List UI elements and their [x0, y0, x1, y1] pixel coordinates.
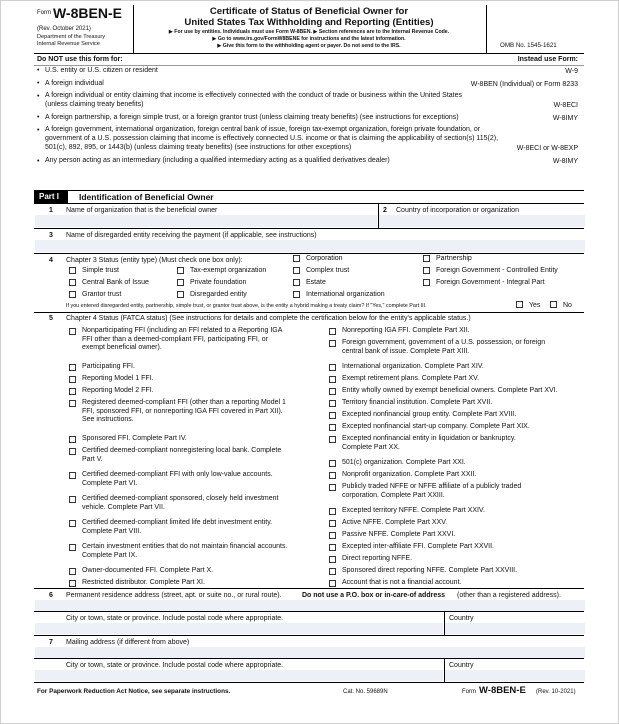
city-label-2: City or town, state or province. Include postal code where appropriate.: [66, 662, 284, 669]
exclusion-1-form: W-9: [565, 68, 578, 75]
ch3-private-foundation: Private foundation: [190, 279, 247, 286]
ch3-corporation: Corporation: [306, 255, 343, 262]
exclusion-5-text-3: 501(c), 892, 895, or 1443(b) (unless claiming treaty benefits) (see instructions for other exceptions): [45, 144, 352, 151]
central-bank-checkbox[interactable]: [69, 279, 76, 286]
fatca-left-label-1-line-2: FFI other than a deemed-compliant FFI, participating FFI, or: [82, 335, 268, 343]
residence-city-field[interactable]: [35, 623, 443, 634]
fatca-right-checkbox-4[interactable]: [329, 376, 336, 383]
fatca-left-label-4: Reporting Model 2 FFI.: [82, 387, 154, 394]
fatca-right-checkbox-13[interactable]: [329, 508, 336, 515]
fatca-left-label-9: Certified deemed-compliant sponsored, closely held investment: [82, 495, 279, 502]
hybrid-yes-label: Yes: [529, 302, 541, 309]
mailing-country-field[interactable]: [445, 670, 585, 681]
ch3-partnership: Partnership: [436, 255, 472, 262]
fatca-right-checkbox-3[interactable]: [329, 364, 336, 371]
fatca-right-checkbox-7[interactable]: [329, 412, 336, 419]
fatca-left-label-2: Participating FFI.: [82, 363, 135, 370]
fatca-right-checkbox-8[interactable]: [329, 424, 336, 431]
complex-trust-checkbox[interactable]: [293, 267, 300, 274]
fatca-left-checkbox-4[interactable]: [69, 388, 76, 395]
fatca-left-label-7-line-2: Part V.: [82, 455, 103, 463]
exclusion-3-form: W-8ECI: [553, 102, 578, 109]
instruction-2: ▶ Go to www.irs.gov/FormW8BENE for instructions and the latest information.: [212, 36, 406, 42]
fatca-left-checkbox-1[interactable]: [69, 328, 76, 335]
fatca-left-label-11-line-2: Complete Part IX.: [82, 551, 138, 559]
disregarded-entity-checkbox[interactable]: [177, 291, 184, 298]
foreign-gov-integral-checkbox[interactable]: [423, 279, 430, 286]
tax-exempt-checkbox[interactable]: [177, 267, 184, 274]
line5-label: Chapter 4 Status (FATCA status) (See instructions for details and complete the certification below for the entity's applicable status.): [66, 315, 471, 322]
ch3-estate: Estate: [306, 279, 326, 286]
fatca-right-label-11: Nonprofit organization. Complete Part XXII.: [342, 471, 477, 478]
foreign-gov-controlled-checkbox[interactable]: [423, 267, 430, 274]
fatca-left-label-10-line-2: Complete Part VIII.: [82, 527, 142, 535]
fatca-left-label-1: Nonparticipating FFI (including an FFI related to a Reporting IGA: [82, 327, 283, 334]
fatca-left-checkbox-7[interactable]: [69, 448, 76, 455]
line6-label-b: Do not use a P.O. box or in-care-of address: [302, 592, 446, 599]
fatca-right-label-14: Active NFFE. Complete Part XXV.: [342, 519, 448, 526]
fatca-left-checkbox-2[interactable]: [69, 364, 76, 371]
fatca-right-label-15: Passive NFFE. Complete Part XXVI.: [342, 531, 456, 538]
simple-trust-checkbox[interactable]: [69, 267, 76, 274]
fatca-right-checkbox-9[interactable]: [329, 436, 336, 443]
fatca-right-checkbox-5[interactable]: [329, 388, 336, 395]
fatca-left-label-13: Restricted distributor. Complete Part XI.: [82, 579, 205, 586]
fatca-right-checkbox-19[interactable]: [329, 580, 336, 587]
ch3-tax-exempt: Tax-exempt organization: [190, 267, 267, 274]
hybrid-question: If you entered disregarded entity, partnership, simple trust, or grantor trust above, is the entity a hybrid making a treaty claim? If "Yes," complete Part III.: [66, 303, 427, 309]
organization-name-field[interactable]: [35, 215, 377, 227]
fatca-right-label-13: Excepted territory NFFE. Complete Part XXIV.: [342, 507, 485, 514]
country-label-1: Country: [449, 615, 474, 622]
fatca-right-checkbox-6[interactable]: [329, 400, 336, 407]
fatca-left-checkbox-3[interactable]: [69, 376, 76, 383]
fatca-left-label-8-line-2: Complete Part VI.: [82, 479, 138, 487]
hybrid-no-checkbox[interactable]: [550, 301, 557, 308]
residence-address-field[interactable]: [35, 600, 585, 611]
line6-label-c: (other than a registered address).: [457, 592, 561, 599]
fatca-right-label-2-line-2: central bank of issue. Complete Part XIII.: [342, 347, 470, 355]
fatca-right-checkbox-17[interactable]: [329, 556, 336, 563]
fatca-right-label-18: Sponsored direct reporting NFFE. Complete Part XXVIII.: [342, 567, 518, 574]
ch3-disregarded-entity: Disregarded entity: [190, 291, 247, 298]
fatca-left-label-12: Owner-documented FFI. Complete Part X.: [82, 567, 214, 574]
fatca-left-label-6: Sponsored FFI. Complete Part IV.: [82, 435, 187, 442]
fatca-left-label-9-line-2: vehicle. Complete Part VII.: [82, 503, 165, 511]
paperwork-notice: For Paperwork Reduction Act Notice, see separate instructions.: [37, 688, 231, 695]
disregarded-entity-field[interactable]: [35, 240, 585, 252]
fatca-left-label-3: Reporting Model 1 FFI.: [82, 375, 154, 382]
instead-use-heading: Instead use Form:: [517, 56, 578, 63]
ch3-central-bank: Central Bank of Issue: [82, 279, 149, 286]
fatca-left-checkbox-8[interactable]: [69, 472, 76, 479]
fatca-left-label-1-line-3: exempt beneficial owner).: [82, 344, 162, 352]
exclusion-2-form: W-8BEN (Individual) or Form 8233: [470, 81, 578, 88]
fatca-left-label-5: Registered deemed-compliant FFI (other than a reporting Model 1: [82, 399, 286, 406]
footer-revision: (Rev. 10-2021): [536, 689, 576, 695]
fatca-right-label-4: Exempt retirement plans. Complete Part XV.: [342, 375, 480, 382]
instruction-3: ▶ Give this form to the withholding agent or payer. Do not send to the IRS.: [217, 43, 401, 49]
line3-label: Name of disregarded entity receiving the payment (if applicable, see instructions): [66, 232, 317, 239]
fatca-left-checkbox-9[interactable]: [69, 496, 76, 503]
fatca-right-label-8: Excepted nonfinancial start-up company. Complete Part XIX.: [342, 423, 530, 430]
fatca-right-checkbox-14[interactable]: [329, 520, 336, 527]
ch3-grantor-trust: Grantor trust: [82, 291, 122, 298]
ch3-international-org: International organization: [306, 291, 385, 298]
fatca-right-label-9-line-2: Complete Part XX.: [342, 443, 400, 451]
footer-form-id: W-8BEN-E: [479, 685, 526, 696]
fatca-right-checkbox-1[interactable]: [329, 328, 336, 335]
form-label: Form: [37, 10, 51, 16]
ch3-simple-trust: Simple trust: [82, 267, 119, 274]
fatca-right-label-10: 501(c) organization. Complete Part XXI.: [342, 459, 466, 466]
form-title-2: United States Tax Withholding and Reporting (Entities): [184, 17, 434, 28]
fatca-right-label-12: Publicly traded NFFE or NFFE affiliate of a publicly traded: [342, 483, 522, 490]
exclusion-4-form: W-8IMY: [552, 115, 578, 122]
mailing-city-field[interactable]: [35, 670, 443, 681]
hybrid-yes-checkbox[interactable]: [516, 301, 523, 308]
private-foundation-checkbox[interactable]: [177, 279, 184, 286]
fatca-right-checkbox-11[interactable]: [329, 472, 336, 479]
fatca-right-label-7: Excepted nonfinancial group entity. Complete Part XVIII.: [342, 411, 517, 418]
fatca-right-checkbox-18[interactable]: [329, 568, 336, 575]
fatca-right-label-5: Entity wholly owned by exempt beneficial owners. Complete Part XVI.: [342, 387, 558, 394]
exclusion-6-form: W-8IMY: [552, 158, 578, 165]
form-title-1: Certificate of Status of Beneficial Owner for: [209, 6, 409, 17]
fatca-left-label-5-line-2: FFI, sponsored FFI, or nonreporting IGA FFI covered in Part XII).: [82, 407, 283, 415]
residence-country-field[interactable]: [445, 623, 585, 634]
fatca-right-label-17: Direct reporting NFFE.: [342, 555, 413, 562]
fatca-right-label-9: Excepted nonfinancial entity in liquidation or bankruptcy.: [342, 435, 516, 442]
hybrid-no-label: No: [563, 302, 572, 309]
form-page: Form W-8BEN-E (Rev. October 2021) Department of the Treasury Internal Revenue Service Certificate of Status of Beneficial Owner for United States Tax Withholding and Reporting (Entities) ▶ For use by entities. Individuals must use Form W-8BEN. ▶ Section references are to the Internal Revenue Code. ▶ Go to www.irs.gov/FormW8BENE for instructions and the latest information. ▶ Give this form to the withholding agent or payer. Do not send to the IRS. OMB No. 1545-1621 Do NOT use this form for: Instead use Form: • U.S. entity or U.S. citizen or resident W-9 • A foreign individual W-8BEN (Individual) or Form 8233 • A foreign individual or entity claiming that income is effectively connected with the conduct of trade or business within the United States (unless claiming treaty benefits) W-8ECI • A foreign partnership, a foreign simple trust, or a foreign grantor trust (unless claiming treaty benefits) (see instructions for exceptions) W-8IMY • A foreign government, international organization, foreign central bank of issue, foreign tax-exempt organization, foreign private foundation, or government of a U.S. possession claiming that income is effectively connected U.S. income or that is claiming the applicability of section(s) 115(2), 501(c), 892, 895, or 1443(b) (unless claiming treaty benefits) (see instructions for other exceptions) W-8ECI or W-8EXP • Any person acting as an intermediary (including a qualified intermediary acting as a qualified derivatives dealer) W-8IMY Part I Identification of Beneficial Owner 1 Name of organization that is the beneficial owner 2 Country of incorporation or organization 3 Name of disregarded entity receiving the payment (if applicable, see instructions) 4 Chapter 3 Status (entity type) (Must check one box only): Simple trust Central Bank of Issue Grantor trust Tax-exempt organization Private foundation Disregarded entity Corporation Complex trust Estate International organization Partnership Foreign Government - Controlled Entity Foreign Government - Integral Part If you entered disregarded entity, partnership, simple trust, or grantor trust above, is the entity a hybrid making a treaty claim? If "Yes," complete Part III. Yes No 5 Chapter 4 Status (FATCA status) (See instructions for details and complete the certification below for the entity's applicable status.) Nonparticipating FFI (including an FFI related to a Reporting IGA FFI other than a deemed-compliant FFI, participating FFI, or exempt beneficial owner). Participating FFI. Reporting Model 1 FFI. Reporting Model 2 FFI. Registered deemed-compliant FFI (other than a reporting Model 1 FFI, sponsored FFI, or nonreporting IGA FFI covered in Part XII). See instructions. Sponsored FFI. Complete Part IV. Certified deemed-compliant nonregistering local bank. Complete Part V. Certified deemed-compliant FFI with only low-value accounts. Complete Part VI. Certified deemed-compliant sponsored, closely held investment vehicle. Complete Part VII. Certified deemed-compliant limited life debt investment entity. Complete Part VIII. Certain investment entities that do not maintain financial accounts. Complete Part IX. Owner-documented FFI. Complete Part X. Restricted distributor. Complete Part XI. Nonreporting IGA FFI. Complete Part XII. Foreign government, government of a U.S. possession, or foreign central bank of issue. Complete Part XIII. International organization. Complete Part XIV. Exempt retirement plans. Complete Part XV. Entity wholly owned by exempt beneficial owners. Complete Part XVI. Territory financial institution. Complete Part XVII. Excepted nonfinancial group entity. Complete Part XVIII. Excepted nonfinancial start-up company. Complete Part XIX. Excepted nonfinancial entity in liquidation or bankruptcy. Complete Part XX. 501(c) organization. Complete Part XXI. Nonprofit organization. Complete Part XXII. Publicly traded NFFE or NFFE affiliate of a publicly traded corporation. Complete Part XXIII. Excepted territory NFFE. Complete Part XXIV. Active NFFE. Complete Part XXV. Passive NFFE. Complete Part XXVI. Excepted inter-affiliate FFI. Complete Part XXVII. Direct reporting NFFE. Sponsored direct reporting NFFE. Complete Part XXVIII. Account that is not a financial account. 6 Permanent residence address (street, apt. or suite no., or rural route). Do not use a P.O. box or in-care-of address (other than a registered address). City or town, state or province. Include postal code where appropriate. Country 7 Mailing address (if different from above) City or town, state or province. Include postal code where appropriate. Country For Paperwork Reduction Act Notice, see separate instructions. Cat. No. 59689N Form W-8BEN-E (Rev. 10-2021): [0, 0, 619, 724]
service: Internal Revenue Service: [37, 41, 100, 47]
ch3-foreign-gov-integral: Foreign Government - Integral Part: [436, 279, 545, 286]
fatca-left-checkbox-13[interactable]: [69, 580, 76, 587]
instruction-1: ▶ For use by entities. Individuals must use Form W-8BEN. ▶ Section references are to the Internal Revenue Code.: [168, 29, 450, 35]
fatca-right-label-12-line-2: corporation. Complete Part XXIII.: [342, 491, 445, 499]
exclusion-3-text-2: (unless claiming treaty benefits): [45, 101, 144, 108]
fatca-left-checkbox-10[interactable]: [69, 520, 76, 527]
catalog-number: Cat. No. 59689N: [343, 689, 388, 695]
fatca-left-label-10: Certified deemed-compliant limited life debt investment entity.: [82, 519, 273, 526]
line2-label: Country of incorporation or organization: [396, 207, 519, 214]
grantor-trust-checkbox[interactable]: [69, 291, 76, 298]
revision: (Rev. October 2021): [37, 26, 91, 32]
fatca-right-label-6: Territory financial institution. Complete Part XVII.: [342, 399, 493, 406]
fatca-left-checkbox-12[interactable]: [69, 568, 76, 575]
ch3-complex-trust: Complex trust: [306, 267, 350, 274]
fatca-left-checkbox-11[interactable]: [69, 544, 76, 551]
line7-label: Mailing address (if different from above): [66, 639, 190, 646]
fatca-right-label-3: International organization. Complete Part XIV.: [342, 363, 484, 370]
corporation-checkbox[interactable]: [293, 255, 300, 262]
exclusion-2-text: A foreign individual: [45, 80, 104, 87]
city-label-1: City or town, state or province. Include postal code where appropriate.: [66, 615, 284, 622]
exclusion-5-text-2: government of a U.S. possession claiming that income is effectively connected U.S. income or that is claiming the applicability of section(s) 115(2),: [45, 135, 499, 142]
international-org-checkbox[interactable]: [293, 291, 300, 298]
exclusion-5-form: W-8ECI or W-8EXP: [516, 145, 578, 152]
do-not-use-heading: Do NOT use this form for:: [37, 56, 123, 63]
exclusion-5-text: A foreign government, international organization, foreign central bank of issue, foreign tax-exempt organization, foreign private foundation, or: [45, 126, 481, 133]
fatca-right-checkbox-10[interactable]: [329, 460, 336, 467]
fatca-left-label-8: Certified deemed-compliant FFI with only low-value accounts.: [82, 471, 273, 478]
mailing-address-field[interactable]: [35, 647, 585, 658]
ch3-foreign-gov-controlled: Foreign Government - Controlled Entity: [436, 267, 558, 274]
exclusion-6-text: Any person acting as an intermediary (including a qualified intermediary acting as a qualified derivatives dealer): [45, 157, 390, 164]
form-id: W-8BEN-E: [53, 5, 122, 21]
omb-number: OMB No. 1545-1621: [500, 42, 557, 49]
part-tag: Part I: [39, 192, 60, 201]
part-title: Identification of Beneficial Owner: [79, 192, 214, 202]
fatca-right-label-19: Account that is not a financial account.: [342, 579, 462, 586]
estate-checkbox[interactable]: [293, 279, 300, 286]
fatca-left-checkbox-5[interactable]: [69, 400, 76, 407]
country-label-2: Country: [449, 662, 474, 669]
fatca-right-label-2: Foreign government, government of a U.S. possession, or foreign: [342, 339, 546, 346]
fatca-left-label-5-line-3: See instructions.: [82, 416, 134, 424]
country-of-incorporation-field[interactable]: [379, 215, 585, 227]
fatca-right-checkbox-2[interactable]: [329, 340, 336, 347]
fatca-right-label-16: Excepted inter-affiliate FFI. Complete Part XXVII.: [342, 543, 494, 550]
partnership-checkbox[interactable]: [423, 255, 430, 262]
line6-label-a: Permanent residence address (street, apt. or suite no., or rural route).: [66, 592, 282, 599]
fatca-right-checkbox-12[interactable]: [329, 484, 336, 491]
fatca-right-label-1: Nonreporting IGA FFI. Complete Part XII.: [342, 327, 470, 334]
line1-label: Name of organization that is the beneficial owner: [66, 207, 218, 214]
fatca-left-label-7: Certified deemed-compliant nonregistering local bank. Complete: [82, 447, 282, 454]
fatca-left-label-11: Certain investment entities that do not maintain financial accounts.: [82, 543, 288, 550]
line4-label: Chapter 3 Status (entity type) (Must check one box only):: [66, 257, 243, 264]
department: Department of the Treasury: [37, 34, 106, 40]
fatca-right-checkbox-16[interactable]: [329, 544, 336, 551]
exclusion-1-text: U.S. entity or U.S. citizen or resident: [45, 67, 158, 74]
fatca-left-checkbox-6[interactable]: [69, 436, 76, 443]
exclusion-4-text: A foreign partnership, a foreign simple trust, or a foreign grantor trust (unless claiming treaty benefits) (see instructions for exceptions): [45, 114, 459, 121]
footer-form-label: Form: [462, 689, 476, 695]
exclusion-3-text: A foreign individual or entity claiming that income is effectively connected with the conduct of trade or business within the United States: [45, 92, 462, 99]
fatca-right-checkbox-15[interactable]: [329, 532, 336, 539]
